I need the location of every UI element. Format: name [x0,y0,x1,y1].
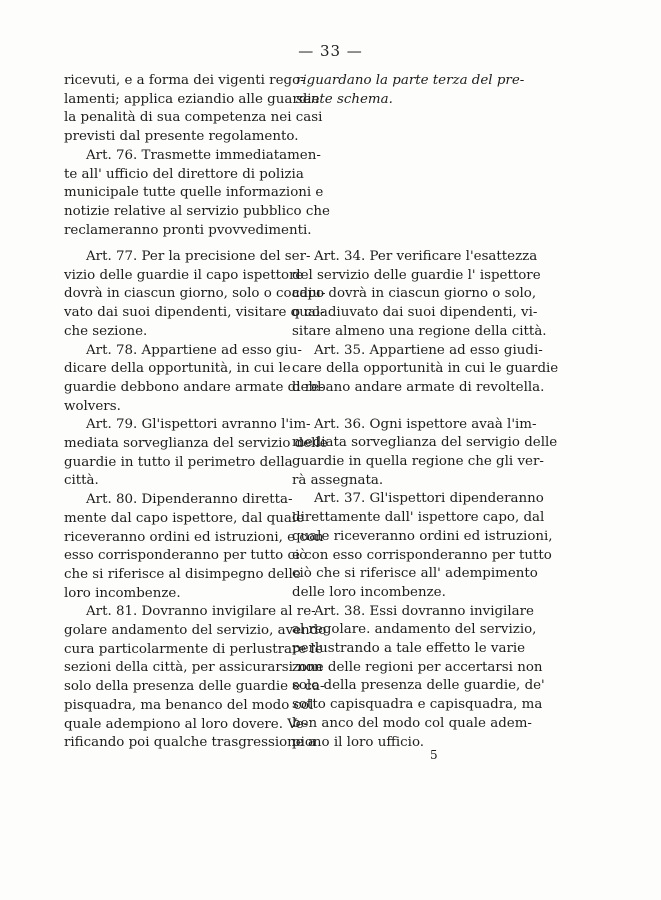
text-line: sotto capisquadra e capisquadra, ma [292,697,543,713]
text-line: quale riceveranno ordini ed istruzioni, [292,528,553,544]
text-line: previsti dal presente regolamento. [64,129,299,145]
text-line: direttamente dall' ispettore capo, dal [292,510,545,526]
article-37-heading: Art. 37. Gl'ispettori dipenderanno [314,491,544,507]
text-line: esso corrisponderanno per tutto ciò [64,548,308,564]
text-line: perlustrando a tale effetto le varie [292,641,526,657]
text-line: dovrà in ciascun giorno, solo o coadiu- [64,286,326,302]
article-36-heading: Art. 36. Ogni ispettore avaà l'im- [314,416,537,432]
text-line: che si riferisce al disimpegno delle [64,566,301,582]
article-35-heading: Art. 35. Appartiene ad esso giudi- [314,342,543,358]
text-line: vizio delle guardie il capo ispettore [64,267,304,283]
text-line: quale adempiono al loro dovere. Ve- [64,716,309,732]
text-line: reclameranno pronti pvovvedimenti. [64,222,312,238]
text-line: guardie debbono andare armate di re- [64,379,324,395]
text-line: e con esso corrisponderanno per tutto [292,547,552,563]
text-line: che sezione. [64,323,148,339]
text-line: riguardano la parte terza del pre- [296,73,525,88]
text-line: mente dal capo ispettore, dal quale [64,510,305,526]
text-line: solo della presenza delle guardie, de' [292,678,545,694]
text-line: dicare della opportunità, in cui le [64,361,291,377]
text-line: rà assegnata. [292,472,384,488]
text-line: ben anco del modo col quale adem- [292,715,532,731]
text-line: lamenti; applica eziandio alle guardie [64,91,320,107]
signature-mark: 5 [430,748,438,762]
text-line: notizie relative al servizio pubblico che [64,203,330,219]
page-number: — 33 — [298,42,363,60]
text-line: al regolare. andamento del servizio, [292,622,537,638]
bottom-right-column [292,248,559,752]
top-right-column [296,72,525,109]
text-line: vato dai suoi dipendenti, visitare qual- [64,305,325,321]
text-line: ricevuti, e a forma dei vigenti rego- [64,73,305,88]
text-line: care della opportunità in cui le guardie [292,361,559,377]
article-34-heading: Art. 34. Per verificare l'esattezza [314,249,538,264]
text-line: pisquadra, ma benanco del modo col [64,697,314,713]
text-line: cura particolarmente di perlustrare le [64,641,323,657]
text-line: solo della presenza delle guardie e ca- [64,679,325,695]
text-line: rificando poi qualche trasgressione a [64,735,316,751]
text-line: wolvers. [64,398,121,414]
text-line: piono il loro ufficio. [292,734,425,750]
text-line: te all' ufficio del direttore di polizia [64,166,304,182]
text-line: guardie in quella regione che gli ver- [292,454,544,470]
text-line: loro incombenze. [64,585,181,601]
bottom-left-column [64,248,328,753]
article-79-heading: Art. 79. Gl'ispettori avranno l'im- [86,417,311,433]
article-81-heading: Art. 81. Dovranno invigilare al re- [86,604,316,620]
top-left-column [64,72,330,240]
article-38-heading: Art. 38. Essi dovranno invigilare [314,603,534,619]
text-line: mediata sorveglianza del servizio delle [64,436,328,452]
text-line: del servizio delle guardie l' ispettore [292,267,541,283]
text-line: sente schema. [296,91,393,107]
text-line: guardie in tutto il perimetro della [64,454,293,470]
text-line: municipale tutte quelle informazioni e [64,185,324,201]
article-78-heading: Art. 78. Appartiene ad esso giu- [86,342,302,358]
text-line: debbano andare armate di revoltella. [292,379,545,395]
text-line: ciò che si riferisce all' adempimento [292,566,538,582]
article-77-heading: Art. 77. Per la precisione del ser- [86,249,311,264]
text-line: mediata sorveglianza del servigio delle [292,435,558,451]
article-80-heading: Art. 80. Dipenderanno diretta- [86,492,293,508]
article-76-heading: Art. 76. Trasmette immediatamen- [86,147,321,163]
text-line: sezioni della città, per assicurarsi non [64,660,323,676]
text-line: zone delle regioni per accertarsi non [292,659,543,675]
text-line: la penalità di sua competenza nei casi [64,110,323,126]
text-line: sitare almeno una regione della città. [292,323,547,339]
text-line: o coadiuvato dai suoi dipendenti, vi- [292,305,538,321]
text-line: riceveranno ordini ed istruzioni, e con [64,529,324,545]
text-line: città. [64,473,99,489]
text-line: delle loro incombenze. [292,584,446,600]
text-line: golare andamento del servizio, avendo [64,623,327,639]
text-line: capo dovrà in ciascun giorno o solo, [292,286,537,302]
